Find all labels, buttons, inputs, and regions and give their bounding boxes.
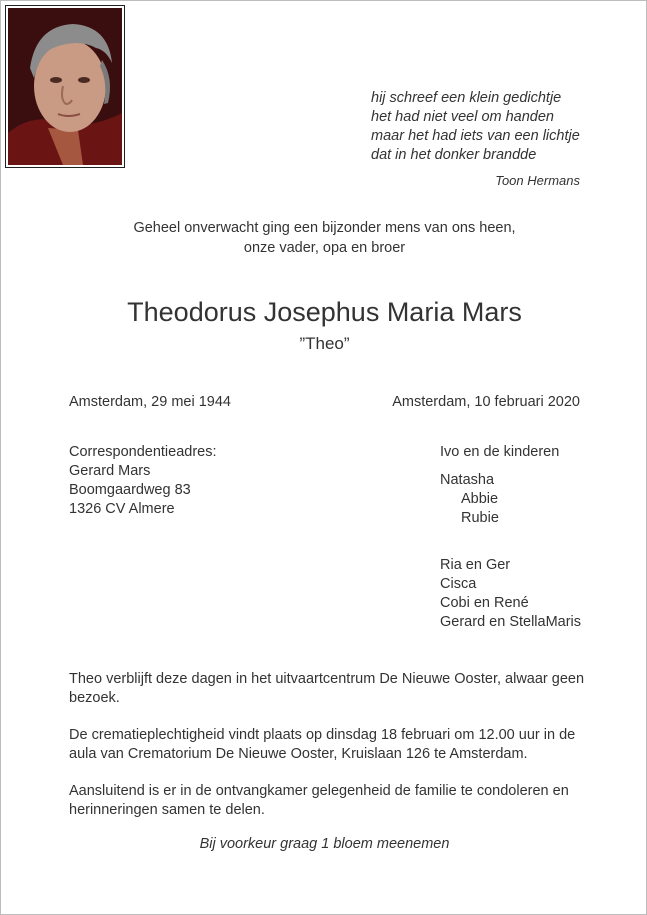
family-member: Ivo en de kinderen — [440, 444, 560, 460]
deceased-name: Theodorus Josephus Maria Mars — [127, 297, 522, 327]
announcement-body — [69, 670, 589, 838]
body-paragraph: Aansluitend is er in de ontvangkamer gelegenheid de familie te condoleren en herinneringen samen te delen. — [69, 783, 569, 818]
family-sibling: Ria en Ger — [440, 557, 511, 573]
family-sibling: Cisca — [440, 576, 477, 592]
body-paragraph: De crematieplechtigheid vindt plaats op dinsdag 18 februari om 12.00 uur in de aula van Crematorium De Nieuwe Ooster, Kruislaan 126 te Amsterdam. — [69, 727, 576, 762]
correspondence-city: 1326 CV Almere — [69, 501, 175, 517]
correspondence-street: Boomgaardweg 83 — [69, 482, 191, 498]
family-grandchild: Rubie — [461, 510, 499, 526]
intro-text — [1, 218, 647, 258]
correspondence-label: Correspondentieadres: — [69, 444, 217, 460]
correspondence-name: Gerard Mars — [69, 463, 151, 479]
poem-line: dat in het donker brandde — [371, 147, 537, 163]
intro-line: onze vader, opa en broer — [243, 240, 406, 256]
poem-line: hij schreef een klein gedichtje — [371, 90, 562, 106]
birth-date: Amsterdam, 29 mei 1944 — [69, 394, 231, 410]
portrait-icon — [8, 8, 122, 165]
family-sibling: Cobi en René — [440, 595, 529, 611]
correspondence-address — [69, 443, 217, 519]
photo-frame — [5, 5, 125, 168]
poem-author: Toon Hermans — [495, 173, 580, 188]
family-sibling: Gerard en StellaMaris — [440, 614, 582, 630]
intro-line: Geheel onverwacht ging een bijzonder mens van ons heen, — [133, 220, 516, 236]
poem-line: het had niet veel om handen — [371, 109, 554, 125]
family-grandchild: Abbie — [461, 491, 499, 507]
death-date: Amsterdam, 10 februari 2020 — [392, 394, 580, 410]
deceased-nickname: ”Theo” — [299, 334, 350, 353]
poem-line: maar het had iets van een lichtje — [371, 128, 580, 144]
footer-note: Bij voorkeur graag 1 bloem meenemen — [199, 836, 450, 852]
portrait-photo — [8, 8, 122, 165]
poem — [371, 89, 580, 165]
body-paragraph: Theo verblijft deze dagen in het uitvaartcentrum De Nieuwe Ooster, alwaar geen bezoek. — [69, 671, 585, 706]
family-list — [440, 443, 581, 632]
family-member: Natasha — [440, 472, 495, 488]
